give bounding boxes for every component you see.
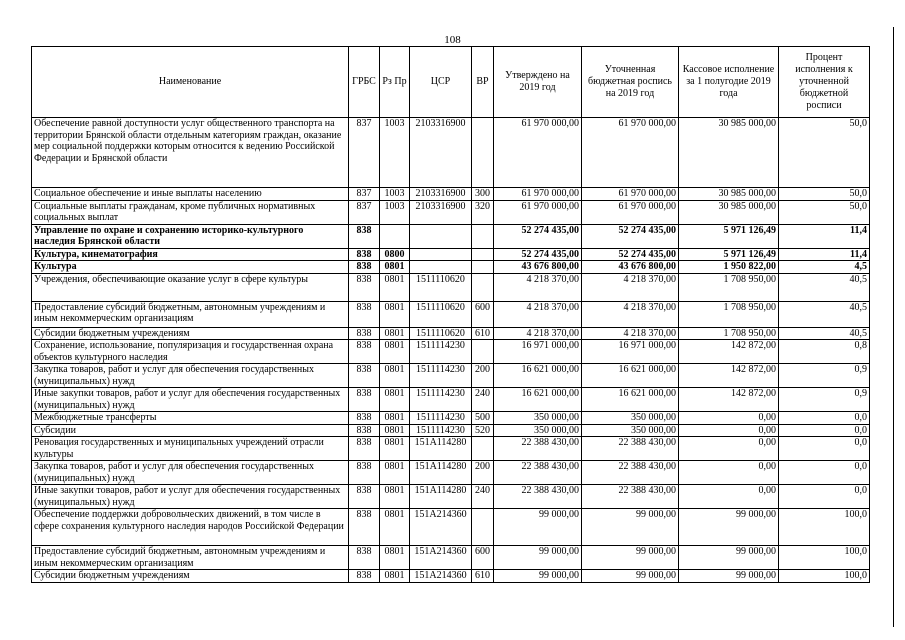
cell-grbs: 838 bbox=[349, 570, 380, 583]
cell-csr: 151A114280 bbox=[410, 485, 472, 509]
table-row bbox=[32, 224, 870, 248]
cell-percent: 11,4 bbox=[779, 248, 870, 261]
cell-percent: 0,0 bbox=[779, 461, 870, 485]
cell-approved: 22 388 430,00 bbox=[494, 485, 582, 509]
table-row bbox=[32, 340, 870, 364]
cell-rzpr: 0801 bbox=[380, 485, 410, 509]
table-row bbox=[32, 412, 870, 425]
cell-rzpr: 1003 bbox=[380, 188, 410, 201]
header-approved: Утверждено на 2019 год bbox=[494, 47, 582, 118]
cell-csr: 1511114230 bbox=[410, 412, 472, 425]
cell-rzpr: 0801 bbox=[380, 437, 410, 461]
cell-csr: 1511110620 bbox=[410, 301, 472, 327]
cell-grbs: 837 bbox=[349, 188, 380, 201]
cell-grbs: 838 bbox=[349, 261, 380, 274]
cell-approved: 61 970 000,00 bbox=[494, 118, 582, 188]
table-row bbox=[32, 388, 870, 412]
cell-grbs: 838 bbox=[349, 412, 380, 425]
cell-vr: 300 bbox=[472, 188, 494, 201]
cell-csr: 1511114230 bbox=[410, 340, 472, 364]
cell-name: Обеспечение поддержки добровольческих движений, в том числе в сфере сохранения культурного наследия народов Российской Федерации bbox=[32, 509, 349, 546]
cell-refined: 52 274 435,00 bbox=[582, 248, 679, 261]
cell-csr: 1511114230 bbox=[410, 364, 472, 388]
cell-approved: 4 218 370,00 bbox=[494, 301, 582, 327]
cell-cash: 99 000,00 bbox=[679, 546, 779, 570]
budget-table bbox=[31, 46, 870, 583]
table-row bbox=[32, 485, 870, 509]
cell-refined: 16 621 000,00 bbox=[582, 388, 679, 412]
cell-grbs: 838 bbox=[349, 364, 380, 388]
cell-vr bbox=[472, 340, 494, 364]
cell-rzpr: 0801 bbox=[380, 388, 410, 412]
cell-approved: 4 218 370,00 bbox=[494, 273, 582, 301]
cell-refined: 43 676 800,00 bbox=[582, 261, 679, 274]
cell-approved: 52 274 435,00 bbox=[494, 248, 582, 261]
cell-rzpr: 0801 bbox=[380, 570, 410, 583]
table-row bbox=[32, 364, 870, 388]
cell-percent: 100,0 bbox=[779, 570, 870, 583]
cell-approved: 61 970 000,00 bbox=[494, 188, 582, 201]
cell-percent: 0,9 bbox=[779, 388, 870, 412]
table-row bbox=[32, 509, 870, 546]
cell-cash: 0,00 bbox=[679, 424, 779, 437]
cell-rzpr: 0801 bbox=[380, 546, 410, 570]
cell-name: Социальное обеспечение и иные выплаты населению bbox=[32, 188, 349, 201]
cell-refined: 61 970 000,00 bbox=[582, 188, 679, 201]
cell-name: Субсидии бюджетным учреждениям bbox=[32, 570, 349, 583]
table-row bbox=[32, 424, 870, 437]
cell-percent: 100,0 bbox=[779, 546, 870, 570]
cell-percent: 0,0 bbox=[779, 412, 870, 425]
cell-grbs: 838 bbox=[349, 485, 380, 509]
cell-cash: 5 971 126,49 bbox=[679, 248, 779, 261]
cell-cash: 1 950 822,00 bbox=[679, 261, 779, 274]
cell-csr bbox=[410, 224, 472, 248]
cell-name: Социальные выплаты гражданам, кроме публичных нормативных социальных выплат bbox=[32, 200, 349, 224]
cell-grbs: 838 bbox=[349, 461, 380, 485]
table-row bbox=[32, 200, 870, 224]
cell-cash: 0,00 bbox=[679, 437, 779, 461]
cell-name: Иные закупки товаров, работ и услуг для обеспечения государственных (муниципальных) нужд bbox=[32, 485, 349, 509]
table-row bbox=[32, 546, 870, 570]
cell-refined: 22 388 430,00 bbox=[582, 485, 679, 509]
cell-cash: 142 872,00 bbox=[679, 340, 779, 364]
cell-vr bbox=[472, 248, 494, 261]
cell-cash: 142 872,00 bbox=[679, 364, 779, 388]
table-body bbox=[32, 118, 870, 583]
cell-approved: 99 000,00 bbox=[494, 570, 582, 583]
table-row bbox=[32, 461, 870, 485]
cell-percent: 100,0 bbox=[779, 509, 870, 546]
page-number: 108 bbox=[444, 34, 461, 46]
cell-grbs: 838 bbox=[349, 340, 380, 364]
cell-vr: 240 bbox=[472, 388, 494, 412]
cell-vr: 610 bbox=[472, 570, 494, 583]
header-refined: Уточненная бюджетная роспись на 2019 год bbox=[582, 47, 679, 118]
cell-rzpr: 0801 bbox=[380, 261, 410, 274]
cell-csr: 151A214360 bbox=[410, 509, 472, 546]
cell-refined: 99 000,00 bbox=[582, 546, 679, 570]
cell-name: Культура, кинематография bbox=[32, 248, 349, 261]
cell-percent: 0,8 bbox=[779, 340, 870, 364]
cell-csr: 1511110620 bbox=[410, 327, 472, 340]
cell-refined: 16 621 000,00 bbox=[582, 364, 679, 388]
cell-refined: 4 218 370,00 bbox=[582, 273, 679, 301]
cell-refined: 22 388 430,00 bbox=[582, 461, 679, 485]
cell-cash: 0,00 bbox=[679, 485, 779, 509]
header-cash: Кассовое исполнение за 1 полугодие 2019 года bbox=[679, 47, 779, 118]
header-percent: Процент исполнения к уточненной бюджетной росписи bbox=[779, 47, 870, 118]
table-row bbox=[32, 188, 870, 201]
cell-approved: 99 000,00 bbox=[494, 546, 582, 570]
cell-percent: 0,0 bbox=[779, 437, 870, 461]
table-row bbox=[32, 118, 870, 188]
cell-name: Субсидии bbox=[32, 424, 349, 437]
cell-grbs: 838 bbox=[349, 546, 380, 570]
cell-csr: 2103316900 bbox=[410, 188, 472, 201]
cell-vr: 200 bbox=[472, 364, 494, 388]
page-edge-rule bbox=[893, 27, 894, 627]
cell-approved: 4 218 370,00 bbox=[494, 327, 582, 340]
cell-grbs: 838 bbox=[349, 327, 380, 340]
table-row bbox=[32, 261, 870, 274]
cell-csr bbox=[410, 248, 472, 261]
cell-percent: 0,0 bbox=[779, 424, 870, 437]
cell-rzpr: 0801 bbox=[380, 412, 410, 425]
cell-vr: 240 bbox=[472, 485, 494, 509]
cell-percent: 50,0 bbox=[779, 118, 870, 188]
cell-percent: 40,5 bbox=[779, 327, 870, 340]
cell-vr bbox=[472, 118, 494, 188]
cell-cash: 30 985 000,00 bbox=[679, 118, 779, 188]
cell-approved: 43 676 800,00 bbox=[494, 261, 582, 274]
cell-vr: 600 bbox=[472, 546, 494, 570]
cell-refined: 22 388 430,00 bbox=[582, 437, 679, 461]
cell-refined: 350 000,00 bbox=[582, 424, 679, 437]
cell-grbs: 838 bbox=[349, 248, 380, 261]
cell-grbs: 838 bbox=[349, 509, 380, 546]
cell-vr: 520 bbox=[472, 424, 494, 437]
cell-rzpr: 0801 bbox=[380, 364, 410, 388]
cell-cash: 30 985 000,00 bbox=[679, 188, 779, 201]
cell-rzpr: 0801 bbox=[380, 340, 410, 364]
cell-cash: 142 872,00 bbox=[679, 388, 779, 412]
cell-name: Иные закупки товаров, работ и услуг для обеспечения государственных (муниципальных) нужд bbox=[32, 388, 349, 412]
cell-csr: 151A214360 bbox=[410, 546, 472, 570]
cell-approved: 52 274 435,00 bbox=[494, 224, 582, 248]
cell-rzpr: 0801 bbox=[380, 273, 410, 301]
cell-vr: 200 bbox=[472, 461, 494, 485]
cell-refined: 4 218 370,00 bbox=[582, 301, 679, 327]
cell-name: Сохранение, использование, популяризация и государственная охрана объектов культурного наследия bbox=[32, 340, 349, 364]
header-vr: ВР bbox=[472, 47, 494, 118]
table-row bbox=[32, 273, 870, 301]
cell-percent: 4,5 bbox=[779, 261, 870, 274]
cell-rzpr bbox=[380, 224, 410, 248]
cell-name: Управление по охране и сохранению историко-культурного наследия Брянской области bbox=[32, 224, 349, 248]
cell-percent: 0,9 bbox=[779, 364, 870, 388]
cell-name: Предоставление субсидий бюджетным, автономным учреждениям и иным некоммерческим организациям bbox=[32, 546, 349, 570]
cell-approved: 16 621 000,00 bbox=[494, 364, 582, 388]
cell-vr bbox=[472, 509, 494, 546]
cell-vr: 600 bbox=[472, 301, 494, 327]
cell-name: Предоставление субсидий бюджетным, автономным учреждениям и иным некоммерческим организациям bbox=[32, 301, 349, 327]
cell-cash: 30 985 000,00 bbox=[679, 200, 779, 224]
header-name: Наименование bbox=[32, 47, 349, 118]
cell-percent: 50,0 bbox=[779, 200, 870, 224]
cell-refined: 99 000,00 bbox=[582, 570, 679, 583]
cell-name: Учреждения, обеспечивающие оказание услуг в сфере культуры bbox=[32, 273, 349, 301]
cell-rzpr: 0801 bbox=[380, 424, 410, 437]
cell-rzpr: 0800 bbox=[380, 248, 410, 261]
cell-cash: 1 708 950,00 bbox=[679, 273, 779, 301]
cell-approved: 16 621 000,00 bbox=[494, 388, 582, 412]
cell-refined: 61 970 000,00 bbox=[582, 200, 679, 224]
cell-grbs: 838 bbox=[349, 437, 380, 461]
cell-cash: 99 000,00 bbox=[679, 509, 779, 546]
cell-approved: 61 970 000,00 bbox=[494, 200, 582, 224]
cell-percent: 11,4 bbox=[779, 224, 870, 248]
table-header-row bbox=[32, 47, 870, 118]
cell-vr bbox=[472, 224, 494, 248]
cell-refined: 350 000,00 bbox=[582, 412, 679, 425]
cell-refined: 52 274 435,00 bbox=[582, 224, 679, 248]
cell-approved: 350 000,00 bbox=[494, 412, 582, 425]
cell-grbs: 838 bbox=[349, 301, 380, 327]
cell-refined: 99 000,00 bbox=[582, 509, 679, 546]
cell-rzpr: 0801 bbox=[380, 327, 410, 340]
cell-percent: 50,0 bbox=[779, 188, 870, 201]
cell-grbs: 838 bbox=[349, 273, 380, 301]
cell-grbs: 837 bbox=[349, 200, 380, 224]
cell-csr: 151A114280 bbox=[410, 461, 472, 485]
header-rzpr: Рз Пр bbox=[380, 47, 410, 118]
cell-vr: 320 bbox=[472, 200, 494, 224]
cell-grbs: 838 bbox=[349, 424, 380, 437]
cell-name: Культура bbox=[32, 261, 349, 274]
cell-csr: 1511114230 bbox=[410, 388, 472, 412]
cell-grbs: 838 bbox=[349, 388, 380, 412]
header-grbs: ГРБС bbox=[349, 47, 380, 118]
cell-vr bbox=[472, 273, 494, 301]
cell-approved: 16 971 000,00 bbox=[494, 340, 582, 364]
cell-name: Субсидии бюджетным учреждениям bbox=[32, 327, 349, 340]
cell-refined: 61 970 000,00 bbox=[582, 118, 679, 188]
cell-csr: 2103316900 bbox=[410, 200, 472, 224]
cell-cash: 0,00 bbox=[679, 412, 779, 425]
cell-refined: 16 971 000,00 bbox=[582, 340, 679, 364]
table-row bbox=[32, 248, 870, 261]
cell-csr: 2103316900 bbox=[410, 118, 472, 188]
table-row bbox=[32, 301, 870, 327]
cell-cash: 0,00 bbox=[679, 461, 779, 485]
cell-vr bbox=[472, 437, 494, 461]
cell-vr: 610 bbox=[472, 327, 494, 340]
cell-name: Закупка товаров, работ и услуг для обеспечения государственных (муниципальных) нужд bbox=[32, 364, 349, 388]
cell-rzpr: 1003 bbox=[380, 118, 410, 188]
cell-csr: 151A214360 bbox=[410, 570, 472, 583]
cell-vr bbox=[472, 261, 494, 274]
table-row bbox=[32, 570, 870, 583]
cell-csr: 151A114280 bbox=[410, 437, 472, 461]
cell-cash: 99 000,00 bbox=[679, 570, 779, 583]
cell-rzpr: 0801 bbox=[380, 509, 410, 546]
cell-percent: 40,5 bbox=[779, 273, 870, 301]
cell-rzpr: 0801 bbox=[380, 301, 410, 327]
cell-name: Обеспечение равной доступности услуг общественного транспорта на территории Брянской области отдельным категориям граждан, оказание мер социальной поддержки которым относится к ведению Российской Федерации и Брянской области bbox=[32, 118, 349, 188]
cell-rzpr: 0801 bbox=[380, 461, 410, 485]
table-row bbox=[32, 327, 870, 340]
header-csr: ЦСР bbox=[410, 47, 472, 118]
cell-grbs: 838 bbox=[349, 224, 380, 248]
cell-name: Реновация государственных и муниципальных учреждений отрасли культуры bbox=[32, 437, 349, 461]
cell-name: Межбюджетные трансферты bbox=[32, 412, 349, 425]
cell-approved: 22 388 430,00 bbox=[494, 437, 582, 461]
cell-percent: 40,5 bbox=[779, 301, 870, 327]
cell-percent: 0,0 bbox=[779, 485, 870, 509]
cell-cash: 1 708 950,00 bbox=[679, 301, 779, 327]
cell-approved: 22 388 430,00 bbox=[494, 461, 582, 485]
cell-refined: 4 218 370,00 bbox=[582, 327, 679, 340]
cell-cash: 5 971 126,49 bbox=[679, 224, 779, 248]
cell-csr bbox=[410, 261, 472, 274]
cell-approved: 99 000,00 bbox=[494, 509, 582, 546]
cell-name: Закупка товаров, работ и услуг для обеспечения государственных (муниципальных) нужд bbox=[32, 461, 349, 485]
table-row bbox=[32, 437, 870, 461]
cell-csr: 1511114230 bbox=[410, 424, 472, 437]
cell-rzpr: 1003 bbox=[380, 200, 410, 224]
cell-cash: 1 708 950,00 bbox=[679, 327, 779, 340]
cell-csr: 1511110620 bbox=[410, 273, 472, 301]
cell-grbs: 837 bbox=[349, 118, 380, 188]
cell-vr: 500 bbox=[472, 412, 494, 425]
cell-approved: 350 000,00 bbox=[494, 424, 582, 437]
